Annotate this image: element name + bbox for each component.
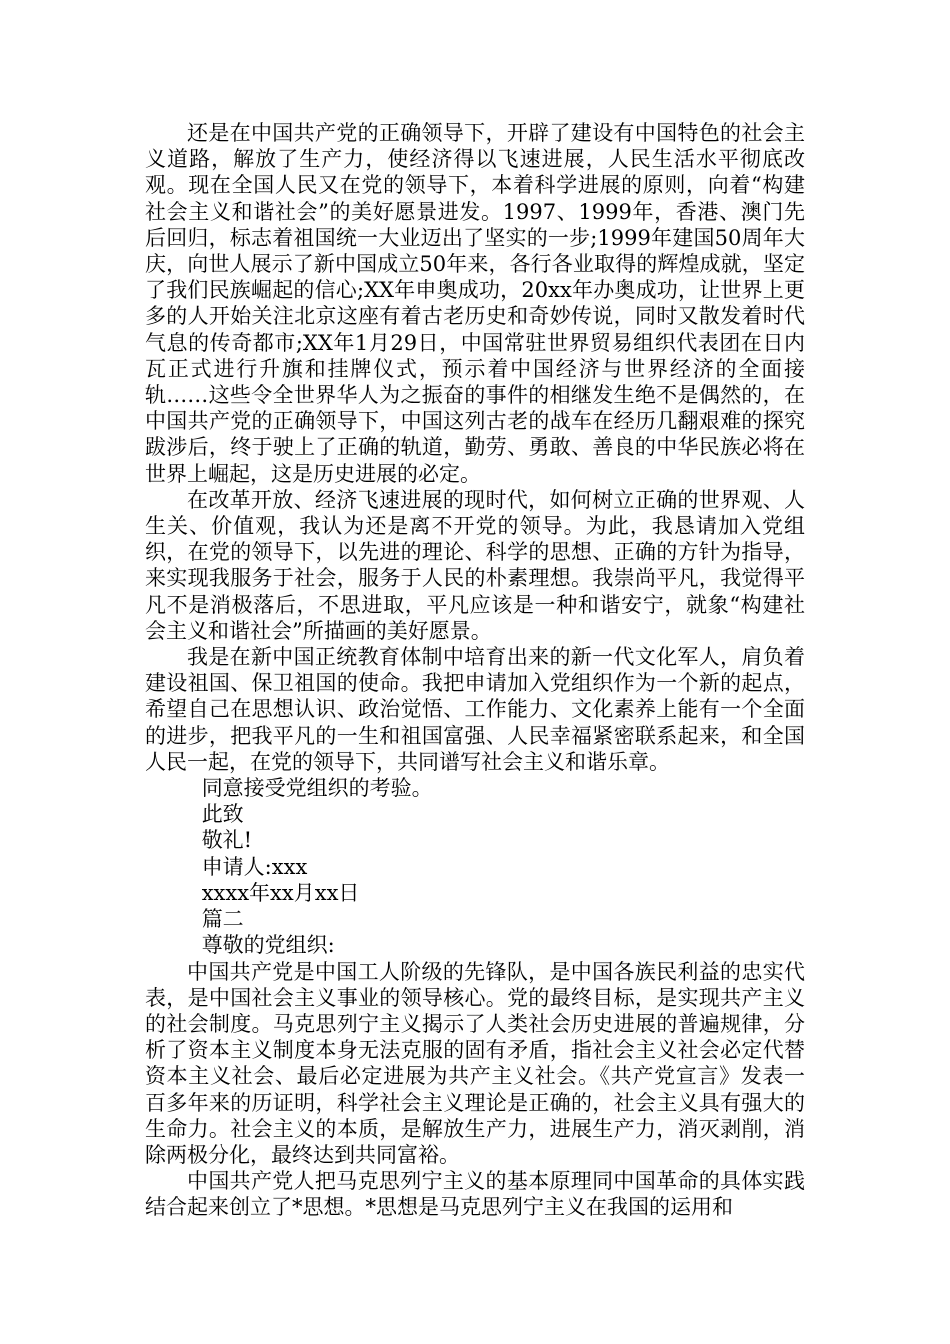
- date-line: xxxx年xx月xx日: [201, 880, 360, 905]
- paragraph-3: 我是在新中国正统教育体制中培育出来的新一代文化军人，肩负着建设祖国、保卫祖国的使命。我把申请加入党组织作为一个新的起点，希望自己在思想认识、政治觉悟、工作能力、文化素养上能有一个全面的进步，把我平凡的一生和祖国富强、人民幸福紧密联系起来，和全国人民一起，在党的领导下，共同谱写社会主义和谐乐章。: [145, 645, 805, 774]
- acceptance-line: 同意接受党组织的考验。: [201, 776, 433, 801]
- paragraph-2: 在改革开放、经济飞速进展的现时代，如何树立正确的世界观、人生关、价值观，我认为还是离不开党的领导。为此，我恳请加入党组织，在党的领导下，以先进的理论、科学的思想、正确的方针为指导，来实现我服务于社会，服务于人民的朴素理想。我崇尚平凡，我觉得平凡不是消极落后，不思进取，平凡应该是一种和谐安宁，就象“构建社会主义和谐社会”所描画的美好愿景。: [145, 487, 805, 643]
- salutation-line: 此致: [201, 802, 244, 827]
- section-heading: 篇二: [201, 907, 244, 932]
- paragraph-4: 中国共产党是中国工人阶级的先锋队，是中国各族民利益的忠实代表，是中国社会主义事业的领导核心。党的最终目标，是实现共产主义的社会制度。马克思列宁主义揭示了人类社会历史进展的普遍规律，分析了资本主义制度本身无法克服的固有矛盾，指社会主义社会必定代替资本主义社会、最后必定进展为共产主义社会。《共产党宣言》发表一百多年来的历证明，科学社会主义理论是正确的，社会主义具有强大的生命力。社会主义的本质，是解放生产力，进展生产力，消灭剥削，消除两极分化，最终达到共同富裕。: [145, 959, 805, 1167]
- document-body: [145, 120, 805, 1221]
- paragraph-1: 还是在中国共产党的正确领导下，开辟了建设有中国特色的社会主义道路，解放了生产力，使经济得以飞速进展，人民生活水平彻底改观。现在全国人民又在党的领导下，本着科学进展的原则，向着“构建社会主义和谐社会”的美好愿景进发。1997、1999年，香港、澳门先后回归，标志着祖国统一大业迈出了坚实的一步;1999年建国50周年大庆，向世人展示了新中国成立50年来，各行各业取得的辉煌成就，坚定了我们民族崛起的信心;XX年申奥成功，20xx年办奥成功，让世界上更多的人开始关注北京这座有着古老历史和奇妙传说，同时又散发着时代气息的传奇都市;XX年1月29日，中国常驻世界贸易组织代表团在日内瓦正式进行升旗和挂牌仪式，预示着中国经济与世界经济的全面接轨……这些令全世界华人为之振奋的事件的相继发生绝不是偶然的，在中国共产党的正确领导下，中国这列古老的战车在经历几翻艰难的探究跋涉后，终于驶上了正确的轨道，勤劳、勇敢、善良的中华民族必将在世界上崛起，这是历史进展的必定。: [145, 121, 805, 486]
- greeting-line: 尊敬的党组织:: [201, 933, 335, 958]
- regards-line: 敬礼!: [201, 828, 253, 853]
- applicant-line: 申请人:xxx: [201, 854, 308, 879]
- paragraph-5: 中国共产党人把马克思列宁主义的基本原理同中国革命的具体实践结合起来创立了*思想。*思想是马克思列宁主义在我国的运用和: [145, 1169, 805, 1220]
